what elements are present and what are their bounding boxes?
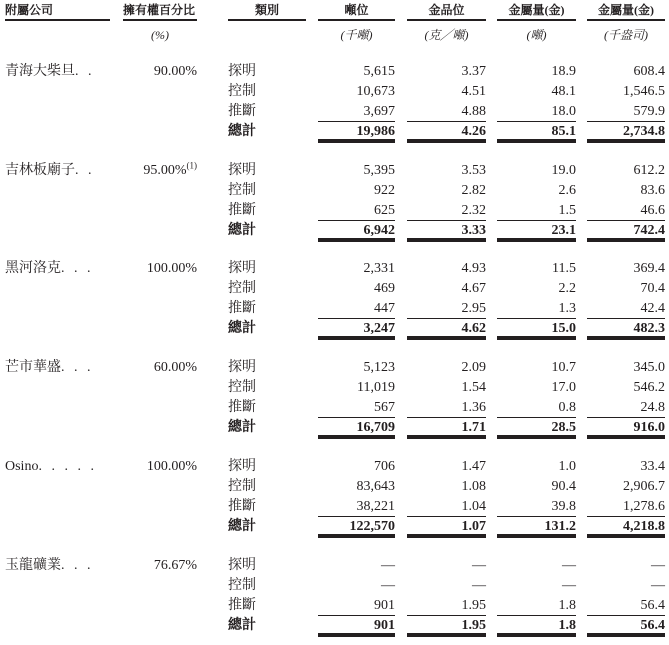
category: 總計	[228, 519, 256, 534]
metal-koz-value: 546.2	[633, 380, 665, 395]
grade-value: 3.33	[407, 221, 486, 242]
tonnes-value: 10,673	[356, 84, 395, 99]
category: 總計	[228, 321, 256, 336]
header-metal-tonnes: 金屬量(金)	[497, 2, 576, 21]
total-row	[0, 418, 669, 438]
metal-koz-value: 369.4	[633, 261, 665, 276]
ownership-pct	[123, 161, 197, 180]
metal-tonnes-value: —	[562, 558, 576, 573]
table-row	[0, 279, 669, 299]
tonnes-value: 922	[374, 183, 395, 198]
tonnes-value: 122,570	[318, 517, 395, 538]
metal-koz-value: 2,734.8	[587, 122, 665, 143]
unit-grade: (克╱噸)	[424, 28, 469, 42]
grade-value: 3.53	[461, 163, 486, 178]
metal-koz-value: 1,278.6	[587, 497, 665, 517]
grade-value: 2.32	[407, 201, 486, 221]
metal-tonnes-value: 10.7	[551, 360, 576, 375]
metal-tonnes-value: 1.8	[497, 616, 576, 637]
metal-koz-value: 83.6	[640, 183, 665, 198]
subsidiary-name	[5, 457, 110, 476]
tonnes-value: 6,942	[318, 221, 395, 242]
metal-tonnes-value: 11.5	[552, 261, 576, 276]
metal-koz-value: —	[651, 578, 665, 593]
total-row	[0, 122, 669, 142]
category: 推斷	[228, 104, 256, 119]
tonnes-value: 3,697	[318, 102, 395, 122]
tonnes-value: 19,986	[318, 122, 395, 143]
tonnes-value: 567	[318, 398, 395, 418]
grade-value: —	[472, 558, 486, 573]
grade-value: 1.54	[461, 380, 486, 395]
leader-dots: . . . . .	[38, 459, 97, 474]
category: 推斷	[228, 203, 256, 218]
ownership-pct	[123, 358, 197, 377]
metal-koz-value: 56.4	[587, 616, 665, 637]
category: 探明	[228, 360, 256, 375]
category: 探明	[228, 558, 256, 573]
metal-tonnes-value: 18.9	[551, 64, 576, 79]
metal-koz-value: 56.4	[587, 596, 665, 616]
metal-tonnes-value: 48.1	[551, 84, 576, 99]
unit-ownership: (%)	[151, 28, 169, 42]
units-row	[0, 26, 669, 46]
subsidiary-label: 青海大柴旦	[5, 64, 75, 79]
metal-tonnes-value: 18.0	[497, 102, 576, 122]
metal-koz-value: 345.0	[633, 360, 665, 375]
grade-value: 1.04	[407, 497, 486, 517]
grade-value: 1.95	[407, 596, 486, 616]
metal-koz-value: 608.4	[633, 64, 665, 79]
table-row	[0, 398, 669, 418]
grade-value: 2.09	[461, 360, 486, 375]
metal-tonnes-value: 15.0	[497, 319, 576, 340]
table-row	[0, 457, 669, 477]
category: 控制	[228, 281, 256, 296]
metal-tonnes-value: 1.5	[497, 201, 576, 221]
metal-koz-value: 916.0	[587, 418, 665, 439]
ownership-value: 100.00%	[146, 261, 197, 276]
ownership-value: 100.00%	[146, 459, 197, 474]
tonnes-value: 38,221	[318, 497, 395, 517]
table-row	[0, 62, 669, 82]
leader-dots: . . .	[61, 261, 94, 276]
metal-koz-value: 4,218.8	[587, 517, 665, 538]
metal-tonnes-value: 28.5	[497, 418, 576, 439]
table-row	[0, 259, 669, 279]
category: 推斷	[228, 598, 256, 613]
metal-koz-value: 612.2	[633, 163, 665, 178]
table-row	[0, 201, 669, 221]
tonnes-value: 5,123	[363, 360, 395, 375]
metal-koz-value: —	[651, 558, 665, 573]
tonnes-value: —	[381, 578, 395, 593]
tonnes-value: 901	[318, 616, 395, 637]
metal-koz-value: 1,546.5	[623, 84, 665, 99]
metal-koz-value: 24.8	[587, 398, 665, 418]
category: 總計	[228, 618, 256, 633]
unit-metal-koz: (千盎司)	[604, 28, 648, 42]
grade-value: 4.88	[407, 102, 486, 122]
ownership-value: 60.00%	[153, 360, 197, 375]
metal-tonnes-value: 39.8	[497, 497, 576, 517]
metal-tonnes-value: 90.4	[551, 479, 576, 494]
tonnes-value: 447	[318, 299, 395, 319]
tonnes-value: 83,643	[356, 479, 395, 494]
metal-tonnes-value: 2.2	[558, 281, 576, 296]
table-row	[0, 82, 669, 102]
subsidiary-label: 吉林板廟子	[5, 163, 75, 178]
footnote-marker: (1)	[186, 160, 197, 171]
metal-tonnes-value: 1.0	[558, 459, 576, 474]
leader-dots: . .	[75, 64, 95, 79]
ownership-value: 76.67%	[153, 558, 197, 573]
leader-dots: . .	[75, 163, 95, 178]
category: 探明	[228, 64, 256, 79]
metal-koz-value: 742.4	[587, 221, 665, 242]
subsidiary-name	[5, 556, 110, 575]
category: 推斷	[228, 499, 256, 514]
tonnes-value: 16,709	[318, 418, 395, 439]
unit-tonnes: (千噸)	[340, 28, 373, 42]
table-row	[0, 497, 669, 517]
metal-tonnes-value: 1.3	[497, 299, 576, 319]
metal-tonnes-value: 17.0	[551, 380, 576, 395]
subsidiary-label: 玉龍礦業	[5, 558, 61, 573]
category: 推斷	[228, 301, 256, 316]
table-row	[0, 556, 669, 576]
metal-koz-value: 46.6	[587, 201, 665, 221]
ownership-value: 95.00%	[143, 163, 187, 178]
grade-value: 1.71	[407, 418, 486, 439]
subsidiary-name	[5, 358, 110, 377]
ownership-pct	[123, 259, 197, 278]
metal-tonnes-value: 0.8	[497, 398, 576, 418]
subsidiary-label: Osino	[5, 459, 39, 474]
table-row	[0, 378, 669, 398]
table-row	[0, 102, 669, 122]
grade-value: 4.67	[461, 281, 486, 296]
grade-value: 1.08	[461, 479, 486, 494]
tonnes-value: 5,615	[363, 64, 395, 79]
total-row	[0, 517, 669, 537]
table-row	[0, 576, 669, 596]
metal-tonnes-value: 131.2	[497, 517, 576, 538]
metal-tonnes-value: 1.8	[497, 596, 576, 616]
category: 總計	[228, 124, 256, 139]
subsidiary-name	[5, 259, 110, 278]
grade-value: 3.37	[461, 64, 486, 79]
tonnes-value: —	[381, 558, 395, 573]
tonnes-value: 901	[318, 596, 395, 616]
table-row	[0, 596, 669, 616]
unit-metal-tonnes: (噸)	[526, 28, 547, 42]
metal-koz-value: 42.4	[587, 299, 665, 319]
category: 控制	[228, 183, 256, 198]
category: 控制	[228, 84, 256, 99]
tonnes-value: 2,331	[363, 261, 395, 276]
subsidiary-label: 芒市華盛	[5, 360, 61, 375]
total-row	[0, 221, 669, 241]
tonnes-value: 5,395	[363, 163, 395, 178]
category: 總計	[228, 420, 256, 435]
tonnes-value: 625	[318, 201, 395, 221]
tonnes-value: 469	[374, 281, 395, 296]
ownership-pct	[123, 62, 197, 81]
table-row	[0, 161, 669, 181]
header-grade: 金品位	[407, 2, 486, 21]
category: 探明	[228, 163, 256, 178]
grade-value: 2.95	[407, 299, 486, 319]
metal-tonnes-value: 19.0	[551, 163, 576, 178]
ownership-pct	[123, 556, 197, 575]
grade-value: 4.51	[461, 84, 486, 99]
metal-tonnes-value: 85.1	[497, 122, 576, 143]
total-row	[0, 319, 669, 339]
metal-koz-value: 70.4	[640, 281, 665, 296]
metal-tonnes-value: 2.6	[558, 183, 576, 198]
category: 探明	[228, 261, 256, 276]
grade-value: 1.47	[461, 459, 486, 474]
metal-koz-value: 33.4	[640, 459, 665, 474]
table-row	[0, 477, 669, 497]
category: 探明	[228, 459, 256, 474]
header-ownership: 擁有權百分比	[123, 2, 197, 21]
tonnes-value: 3,247	[318, 319, 395, 340]
subsidiary-label: 黑河洛克	[5, 261, 61, 276]
grade-value: 1.36	[407, 398, 486, 418]
table-row	[0, 299, 669, 319]
ownership-value: 90.00%	[153, 64, 197, 79]
leader-dots: . . .	[61, 558, 94, 573]
grade-value: 4.26	[407, 122, 486, 143]
metal-koz-value: 2,906.7	[623, 479, 665, 494]
category: 控制	[228, 380, 256, 395]
category: 推斷	[228, 400, 256, 415]
category: 總計	[228, 223, 256, 238]
subsidiary-name	[5, 161, 110, 180]
table-row	[0, 358, 669, 378]
header-category: 類別	[228, 2, 306, 21]
table-header	[0, 2, 669, 22]
tonnes-value: 11,019	[357, 380, 395, 395]
total-row	[0, 616, 669, 636]
table-row	[0, 181, 669, 201]
subsidiary-name	[5, 62, 110, 81]
grade-value: 2.82	[461, 183, 486, 198]
leader-dots: . . .	[61, 360, 94, 375]
grade-value: —	[472, 578, 486, 593]
tonnes-value: 706	[374, 459, 395, 474]
ownership-pct	[123, 457, 197, 476]
header-tonnes: 噸位	[318, 2, 395, 21]
category: 控制	[228, 578, 256, 593]
grade-value: 4.62	[407, 319, 486, 340]
category: 控制	[228, 479, 256, 494]
header-metal-koz: 金屬量(金)	[587, 2, 665, 21]
grade-value: 4.93	[461, 261, 486, 276]
metal-tonnes-value: —	[562, 578, 576, 593]
metal-tonnes-value: 23.1	[497, 221, 576, 242]
metal-koz-value: 579.9	[587, 102, 665, 122]
header-subsidiary: 附屬公司	[5, 2, 110, 21]
metal-koz-value: 482.3	[587, 319, 665, 340]
grade-value: 1.07	[407, 517, 486, 538]
grade-value: 1.95	[407, 616, 486, 637]
